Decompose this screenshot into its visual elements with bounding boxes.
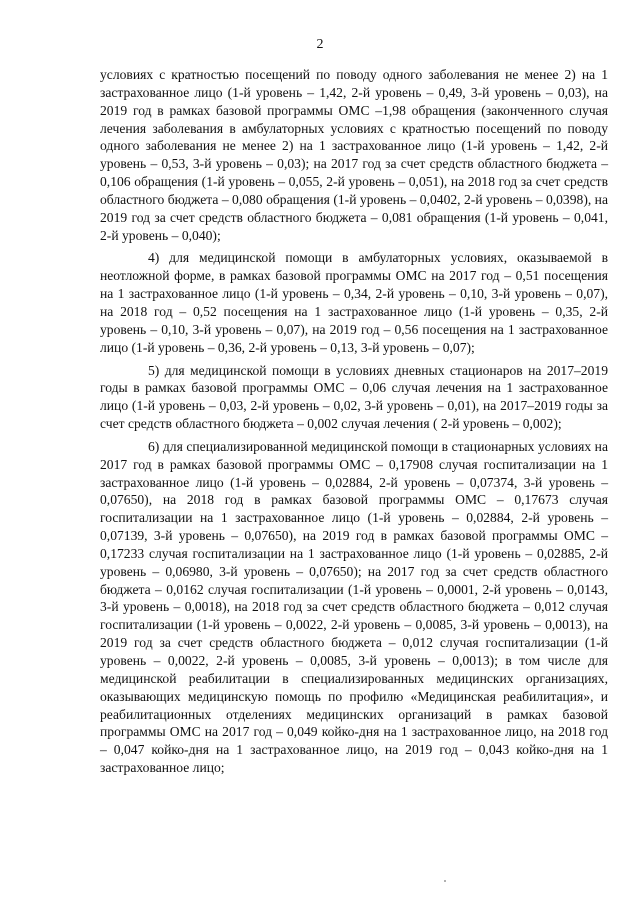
paragraph-continuation: условиях с кратностью посещений по поводу одного заболевания не менее 2) на 1 застрахованное лицо (1-й уровень – 1,42, 2-й уровень – 0,49, 3-й уровень – 0,03), на 2019 год в рамках базовой программы ОМС –1,98 обращения (законченного случая лечения заболевания в амбулаторных условиях с кратностью посещений по поводу одного заболевания не менее 2) на 1 застрахованное лицо (1-й уровень – 1,42, 2-й уровень – 0,53, 3-й уровень – 0,03); на 2017 год за счет средств областного бюджета – 0,106 обращения (1-й уровень – 0,055, 2-й уровень – 0,051), на 2018 год за счет средств областного бюджета – 0,080 обращения (1-й уровень – 0,0402, 2-й уровень – 0,0398), на 2019 год за счет средств областного бюджета – 0,081 обращения (1-й уровень – 0,041, 2-й уровень – 0,040); [100, 67, 608, 243]
scan-speck [444, 880, 446, 882]
paragraph-item-5: 5) для медицинской помощи в условиях дневных стационаров на 2017–2019 годы в рамках базовой программы ОМС – 0,06 случая лечения на 1 застрахованное лицо (1-й уровень – 0,03, 2-й уровень – 0,02, 3-й уровень – 0,01), на 2017–2019 годы за счет средств областного бюджета – 0,002 случая лечения ( 2-й уровень – 0,002); [100, 362, 608, 432]
paragraph-item-6: 6) для специализированной медицинской помощи в стационарных условиях на 2017 год в рамках базовой программы ОМС – 0,17908 случая госпитализации на 1 застрахованное лицо (1-й уровень – 0,02884, 2-й уровень – 0,07374, 3-й уровень – 0,07650), на 2018 год в рамках базовой программы ОМС – 0,17673 случая госпитализации на 1 застрахованное лицо (1-й уровень – 0,02884, 2-й уровень – 0,07139, 3-й уровень – 0,07650), на 2019 год в рамках базовой программы ОМС – 0,17233 случая госпитализации на 1 застрахованное лицо (1-й уровень – 0,02885, 2-й уровень – 0,06980, 3-й уровень – 0,07650); на 2017 год за счет средств областного бюджета – 0,0162 случая госпитализации (1-й уровень – 0,0001, 2-й уровень – 0,0143, 3-й уровень – 0,0018), на 2018 год за счет средств областного бюджета – 0,012 случая госпитализации (1-й уровень – 0,0022, 2-й уровень – 0,0085, 3-й уровень – 0,0013), на 2019 год за счет средств областного бюджета – 0,012 случая госпитализации (1-й уровень – 0,0022, 2-й уровень – 0,0085, 3-й уровень – 0,0013); в том числе для медицинской реабилитации в специализированных медицинских организациях, оказывающих медицинскую помощь по профилю «Медицинская реабилитация», и реабилитационных отделениях медицинских организаций в рамках базовой программы ОМС на 2017 год – 0,049 койко-дня на 1 застрахованное лицо, на 2018 год – 0,047 койко-дня на 1 застрахованное лицо, на 2019 год – 0,043 койко-дня на 1 застрахованное лицо; [100, 438, 608, 776]
paragraph-item-4: 4) для медицинской помощи в амбулаторных условиях, оказываемой в неотложной форме, в рамках базовой программы ОМС на 2017 год – 0,51 посещения на 1 застрахованное лицо (1-й уровень – 0,34, 2-й уровень – 0,10, 3-й уровень – 0,07), на 2018 год – 0,52 посещения на 1 застрахованное лицо (1-й уровень – 0,35, 2-й уровень – 0,10, 3-й уровень – 0,07), на 2019 год – 0,56 посещения на 1 застрахованное лицо (1-й уровень – 0,36, 2-й уровень – 0,13, 3-й уровень – 0,07); [100, 250, 608, 355]
page-number: 2 [316, 37, 324, 52]
document-body [100, 66, 608, 782]
